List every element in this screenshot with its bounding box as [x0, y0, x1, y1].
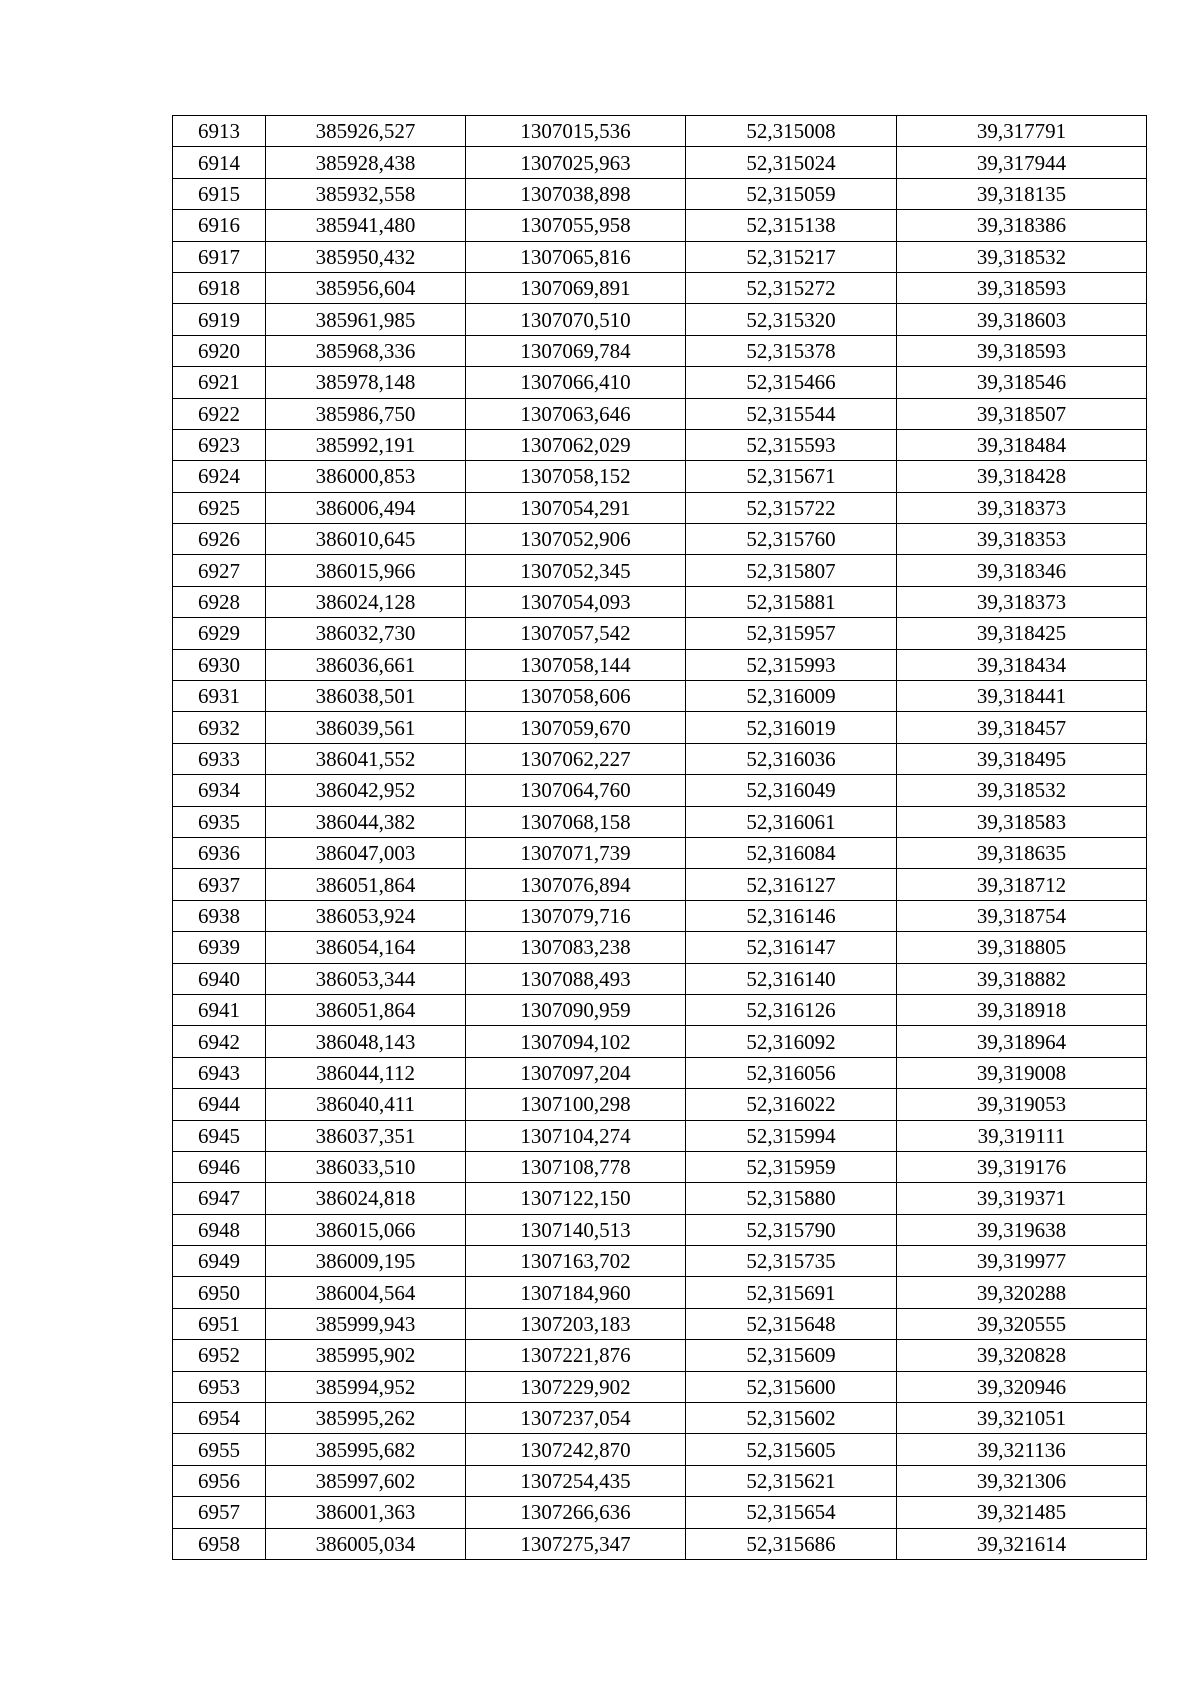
cell-y: 1307090,959	[466, 994, 686, 1025]
table-row	[173, 649, 1147, 680]
cell-latitude: 52,315138	[686, 210, 897, 241]
cell-latitude: 52,315602	[686, 1403, 897, 1434]
cell-point-number: 6928	[173, 586, 266, 617]
cell-longitude: 39,318495	[897, 743, 1147, 774]
cell-latitude: 52,315320	[686, 304, 897, 335]
cell-point-number: 6937	[173, 869, 266, 900]
cell-latitude: 52,315671	[686, 461, 897, 492]
cell-latitude: 52,315024	[686, 147, 897, 178]
cell-y: 1307122,150	[466, 1183, 686, 1214]
cell-y: 1307203,183	[466, 1308, 686, 1339]
cell-latitude: 52,315217	[686, 241, 897, 272]
cell-x: 385986,750	[266, 398, 466, 429]
cell-x: 385999,943	[266, 1308, 466, 1339]
cell-latitude: 52,316126	[686, 994, 897, 1025]
cell-y: 1307058,152	[466, 461, 686, 492]
table-row	[173, 461, 1147, 492]
cell-x: 385995,902	[266, 1340, 466, 1371]
table-row	[173, 1497, 1147, 1528]
table-row	[173, 272, 1147, 303]
cell-y: 1307254,435	[466, 1465, 686, 1496]
table-row	[173, 806, 1147, 837]
table-row	[173, 429, 1147, 460]
cell-point-number: 6916	[173, 210, 266, 241]
cell-longitude: 39,321306	[897, 1465, 1147, 1496]
cell-x: 386044,382	[266, 806, 466, 837]
cell-latitude: 52,316146	[686, 900, 897, 931]
cell-longitude: 39,320946	[897, 1371, 1147, 1402]
table-row	[173, 1183, 1147, 1214]
cell-y: 1307229,902	[466, 1371, 686, 1402]
cell-longitude: 39,318546	[897, 367, 1147, 398]
cell-point-number: 6930	[173, 649, 266, 680]
table-row	[173, 1371, 1147, 1402]
cell-y: 1307052,906	[466, 524, 686, 555]
table-row	[173, 586, 1147, 617]
cell-point-number: 6934	[173, 775, 266, 806]
cell-x: 386004,564	[266, 1277, 466, 1308]
cell-latitude: 52,316127	[686, 869, 897, 900]
cell-latitude: 52,315059	[686, 178, 897, 209]
cell-latitude: 52,315378	[686, 335, 897, 366]
cell-x: 386009,195	[266, 1246, 466, 1277]
table-row	[173, 555, 1147, 586]
cell-latitude: 52,315760	[686, 524, 897, 555]
table-row	[173, 1246, 1147, 1277]
cell-x: 385928,438	[266, 147, 466, 178]
cell-x: 386024,128	[266, 586, 466, 617]
cell-point-number: 6913	[173, 116, 266, 147]
cell-x: 385932,558	[266, 178, 466, 209]
cell-latitude: 52,316061	[686, 806, 897, 837]
cell-x: 386053,924	[266, 900, 466, 931]
table-row	[173, 1434, 1147, 1465]
cell-y: 1307266,636	[466, 1497, 686, 1528]
cell-y: 1307079,716	[466, 900, 686, 931]
cell-latitude: 52,315957	[686, 618, 897, 649]
cell-y: 1307065,816	[466, 241, 686, 272]
cell-point-number: 6957	[173, 1497, 266, 1528]
coordinates-table	[172, 115, 1147, 1560]
cell-x: 385926,527	[266, 116, 466, 147]
cell-latitude: 52,315790	[686, 1214, 897, 1245]
cell-point-number: 6942	[173, 1026, 266, 1057]
cell-longitude: 39,318346	[897, 555, 1147, 586]
cell-latitude: 52,316084	[686, 837, 897, 868]
table-row	[173, 900, 1147, 931]
cell-x: 386005,034	[266, 1528, 466, 1559]
cell-y: 1307097,204	[466, 1057, 686, 1088]
cell-latitude: 52,315993	[686, 649, 897, 680]
table-row	[173, 1528, 1147, 1559]
cell-point-number: 6947	[173, 1183, 266, 1214]
table-row	[173, 241, 1147, 272]
cell-longitude: 39,318425	[897, 618, 1147, 649]
cell-point-number: 6954	[173, 1403, 266, 1434]
cell-latitude: 52,315544	[686, 398, 897, 429]
table-row	[173, 304, 1147, 335]
cell-latitude: 52,316022	[686, 1089, 897, 1120]
cell-latitude: 52,315605	[686, 1434, 897, 1465]
cell-x: 386000,853	[266, 461, 466, 492]
cell-point-number: 6952	[173, 1340, 266, 1371]
cell-y: 1307104,274	[466, 1120, 686, 1151]
cell-y: 1307062,227	[466, 743, 686, 774]
table-row	[173, 618, 1147, 649]
cell-x: 386053,344	[266, 963, 466, 994]
cell-y: 1307094,102	[466, 1026, 686, 1057]
table-row	[173, 524, 1147, 555]
table-row	[173, 932, 1147, 963]
table-row	[173, 869, 1147, 900]
table-row	[173, 398, 1147, 429]
cell-point-number: 6933	[173, 743, 266, 774]
cell-y: 1307057,542	[466, 618, 686, 649]
cell-point-number: 6929	[173, 618, 266, 649]
cell-y: 1307058,144	[466, 649, 686, 680]
cell-point-number: 6949	[173, 1246, 266, 1277]
cell-y: 1307108,778	[466, 1151, 686, 1182]
cell-longitude: 39,318434	[897, 649, 1147, 680]
cell-y: 1307100,298	[466, 1089, 686, 1120]
cell-longitude: 39,318635	[897, 837, 1147, 868]
cell-latitude: 52,315648	[686, 1308, 897, 1339]
cell-x: 385961,985	[266, 304, 466, 335]
cell-point-number: 6950	[173, 1277, 266, 1308]
cell-point-number: 6921	[173, 367, 266, 398]
cell-longitude: 39,318135	[897, 178, 1147, 209]
cell-x: 386044,112	[266, 1057, 466, 1088]
cell-x: 385992,191	[266, 429, 466, 460]
cell-longitude: 39,317791	[897, 116, 1147, 147]
cell-longitude: 39,318532	[897, 775, 1147, 806]
cell-x: 386040,411	[266, 1089, 466, 1120]
table-row	[173, 147, 1147, 178]
cell-point-number: 6943	[173, 1057, 266, 1088]
cell-point-number: 6926	[173, 524, 266, 555]
cell-latitude: 52,315881	[686, 586, 897, 617]
cell-point-number: 6951	[173, 1308, 266, 1339]
cell-x: 386010,645	[266, 524, 466, 555]
cell-latitude: 52,315654	[686, 1497, 897, 1528]
cell-longitude: 39,318457	[897, 712, 1147, 743]
cell-x: 386033,510	[266, 1151, 466, 1182]
table-row	[173, 1057, 1147, 1088]
cell-longitude: 39,318583	[897, 806, 1147, 837]
table-row	[173, 681, 1147, 712]
cell-point-number: 6925	[173, 492, 266, 523]
table-row	[173, 1214, 1147, 1245]
cell-y: 1307140,513	[466, 1214, 686, 1245]
cell-y: 1307069,784	[466, 335, 686, 366]
table-row	[173, 712, 1147, 743]
table-row	[173, 837, 1147, 868]
cell-longitude: 39,318603	[897, 304, 1147, 335]
cell-longitude: 39,318373	[897, 586, 1147, 617]
cell-point-number: 6920	[173, 335, 266, 366]
cell-point-number: 6958	[173, 1528, 266, 1559]
table-row	[173, 1277, 1147, 1308]
cell-x: 386041,552	[266, 743, 466, 774]
cell-latitude: 52,316019	[686, 712, 897, 743]
cell-x: 386051,864	[266, 994, 466, 1025]
cell-y: 1307015,536	[466, 116, 686, 147]
cell-latitude: 52,315609	[686, 1340, 897, 1371]
cell-y: 1307275,347	[466, 1528, 686, 1559]
cell-x: 386039,561	[266, 712, 466, 743]
cell-latitude: 52,316056	[686, 1057, 897, 1088]
cell-longitude: 39,318484	[897, 429, 1147, 460]
cell-longitude: 39,318882	[897, 963, 1147, 994]
cell-point-number: 6935	[173, 806, 266, 837]
cell-x: 386015,966	[266, 555, 466, 586]
cell-longitude: 39,319008	[897, 1057, 1147, 1088]
table-row	[173, 116, 1147, 147]
table-row	[173, 492, 1147, 523]
cell-y: 1307058,606	[466, 681, 686, 712]
table-row	[173, 775, 1147, 806]
cell-y: 1307184,960	[466, 1277, 686, 1308]
cell-point-number: 6914	[173, 147, 266, 178]
cell-longitude: 39,320555	[897, 1308, 1147, 1339]
cell-point-number: 6918	[173, 272, 266, 303]
cell-point-number: 6915	[173, 178, 266, 209]
cell-y: 1307163,702	[466, 1246, 686, 1277]
cell-longitude: 39,318428	[897, 461, 1147, 492]
cell-point-number: 6955	[173, 1434, 266, 1465]
cell-x: 385956,604	[266, 272, 466, 303]
table-row	[173, 1151, 1147, 1182]
table-row	[173, 1340, 1147, 1371]
cell-x: 385995,682	[266, 1434, 466, 1465]
cell-latitude: 52,315807	[686, 555, 897, 586]
cell-longitude: 39,319053	[897, 1089, 1147, 1120]
cell-longitude: 39,319371	[897, 1183, 1147, 1214]
table-row	[173, 963, 1147, 994]
cell-latitude: 52,315621	[686, 1465, 897, 1496]
cell-longitude: 39,319638	[897, 1214, 1147, 1245]
cell-latitude: 52,315959	[686, 1151, 897, 1182]
table-row	[173, 335, 1147, 366]
cell-longitude: 39,318353	[897, 524, 1147, 555]
cell-longitude: 39,317944	[897, 147, 1147, 178]
cell-y: 1307059,670	[466, 712, 686, 743]
cell-point-number: 6919	[173, 304, 266, 335]
cell-latitude: 52,315735	[686, 1246, 897, 1277]
cell-x: 386038,501	[266, 681, 466, 712]
cell-y: 1307221,876	[466, 1340, 686, 1371]
cell-longitude: 39,319176	[897, 1151, 1147, 1182]
cell-y: 1307076,894	[466, 869, 686, 900]
cell-longitude: 39,318593	[897, 272, 1147, 303]
cell-y: 1307038,898	[466, 178, 686, 209]
cell-x: 386024,818	[266, 1183, 466, 1214]
cell-longitude: 39,318964	[897, 1026, 1147, 1057]
cell-point-number: 6948	[173, 1214, 266, 1245]
cell-longitude: 39,318918	[897, 994, 1147, 1025]
cell-latitude: 52,315994	[686, 1120, 897, 1151]
cell-y: 1307083,238	[466, 932, 686, 963]
cell-y: 1307054,093	[466, 586, 686, 617]
cell-point-number: 6938	[173, 900, 266, 931]
coordinates-table-body	[173, 116, 1147, 1560]
cell-x: 386051,864	[266, 869, 466, 900]
cell-latitude: 52,315593	[686, 429, 897, 460]
cell-longitude: 39,318386	[897, 210, 1147, 241]
cell-longitude: 39,318441	[897, 681, 1147, 712]
table-row	[173, 1403, 1147, 1434]
cell-x: 386001,363	[266, 1497, 466, 1528]
cell-y: 1307242,870	[466, 1434, 686, 1465]
cell-point-number: 6941	[173, 994, 266, 1025]
cell-latitude: 52,316036	[686, 743, 897, 774]
cell-y: 1307237,054	[466, 1403, 686, 1434]
cell-point-number: 6931	[173, 681, 266, 712]
cell-latitude: 52,315466	[686, 367, 897, 398]
cell-x: 385968,336	[266, 335, 466, 366]
table-row	[173, 367, 1147, 398]
table-row	[173, 1465, 1147, 1496]
cell-longitude: 39,321614	[897, 1528, 1147, 1559]
cell-point-number: 6924	[173, 461, 266, 492]
cell-point-number: 6956	[173, 1465, 266, 1496]
table-row	[173, 743, 1147, 774]
table-row	[173, 1120, 1147, 1151]
cell-point-number: 6922	[173, 398, 266, 429]
cell-y: 1307066,410	[466, 367, 686, 398]
cell-latitude: 52,316049	[686, 775, 897, 806]
cell-x: 386006,494	[266, 492, 466, 523]
cell-point-number: 6945	[173, 1120, 266, 1151]
cell-x: 386032,730	[266, 618, 466, 649]
cell-longitude: 39,319977	[897, 1246, 1147, 1277]
cell-y: 1307054,291	[466, 492, 686, 523]
cell-latitude: 52,315691	[686, 1277, 897, 1308]
cell-point-number: 6923	[173, 429, 266, 460]
cell-longitude: 39,318593	[897, 335, 1147, 366]
table-row	[173, 178, 1147, 209]
cell-y: 1307052,345	[466, 555, 686, 586]
cell-longitude: 39,320288	[897, 1277, 1147, 1308]
cell-y: 1307055,958	[466, 210, 686, 241]
table-row	[173, 1089, 1147, 1120]
cell-latitude: 52,316009	[686, 681, 897, 712]
cell-point-number: 6946	[173, 1151, 266, 1182]
cell-latitude: 52,315272	[686, 272, 897, 303]
cell-longitude: 39,318754	[897, 900, 1147, 931]
cell-point-number: 6927	[173, 555, 266, 586]
table-row	[173, 1026, 1147, 1057]
cell-y: 1307064,760	[466, 775, 686, 806]
cell-latitude: 52,315880	[686, 1183, 897, 1214]
cell-longitude: 39,318373	[897, 492, 1147, 523]
cell-longitude: 39,319111	[897, 1120, 1147, 1151]
cell-longitude: 39,321136	[897, 1434, 1147, 1465]
table-row	[173, 994, 1147, 1025]
cell-x: 385941,480	[266, 210, 466, 241]
cell-latitude: 52,315722	[686, 492, 897, 523]
cell-x: 385995,262	[266, 1403, 466, 1434]
cell-point-number: 6940	[173, 963, 266, 994]
table-row	[173, 1308, 1147, 1339]
cell-x: 386015,066	[266, 1214, 466, 1245]
cell-longitude: 39,321051	[897, 1403, 1147, 1434]
table-row	[173, 210, 1147, 241]
cell-point-number: 6939	[173, 932, 266, 963]
cell-longitude: 39,320828	[897, 1340, 1147, 1371]
cell-y: 1307071,739	[466, 837, 686, 868]
cell-longitude: 39,318712	[897, 869, 1147, 900]
cell-longitude: 39,318805	[897, 932, 1147, 963]
cell-x: 386042,952	[266, 775, 466, 806]
cell-y: 1307069,891	[466, 272, 686, 303]
cell-x: 385994,952	[266, 1371, 466, 1402]
cell-latitude: 52,315600	[686, 1371, 897, 1402]
cell-y: 1307088,493	[466, 963, 686, 994]
cell-x: 385950,432	[266, 241, 466, 272]
cell-y: 1307025,963	[466, 147, 686, 178]
cell-point-number: 6932	[173, 712, 266, 743]
cell-x: 386047,003	[266, 837, 466, 868]
cell-latitude: 52,315686	[686, 1528, 897, 1559]
cell-point-number: 6936	[173, 837, 266, 868]
cell-x: 386048,143	[266, 1026, 466, 1057]
cell-y: 1307062,029	[466, 429, 686, 460]
cell-point-number: 6917	[173, 241, 266, 272]
cell-longitude: 39,318532	[897, 241, 1147, 272]
cell-y: 1307063,646	[466, 398, 686, 429]
cell-x: 385997,602	[266, 1465, 466, 1496]
cell-x: 386036,661	[266, 649, 466, 680]
cell-longitude: 39,321485	[897, 1497, 1147, 1528]
cell-x: 386054,164	[266, 932, 466, 963]
cell-y: 1307068,158	[466, 806, 686, 837]
cell-longitude: 39,318507	[897, 398, 1147, 429]
cell-latitude: 52,316092	[686, 1026, 897, 1057]
cell-latitude: 52,316140	[686, 963, 897, 994]
cell-y: 1307070,510	[466, 304, 686, 335]
cell-latitude: 52,315008	[686, 116, 897, 147]
cell-latitude: 52,316147	[686, 932, 897, 963]
cell-point-number: 6953	[173, 1371, 266, 1402]
cell-x: 385978,148	[266, 367, 466, 398]
cell-point-number: 6944	[173, 1089, 266, 1120]
cell-x: 386037,351	[266, 1120, 466, 1151]
